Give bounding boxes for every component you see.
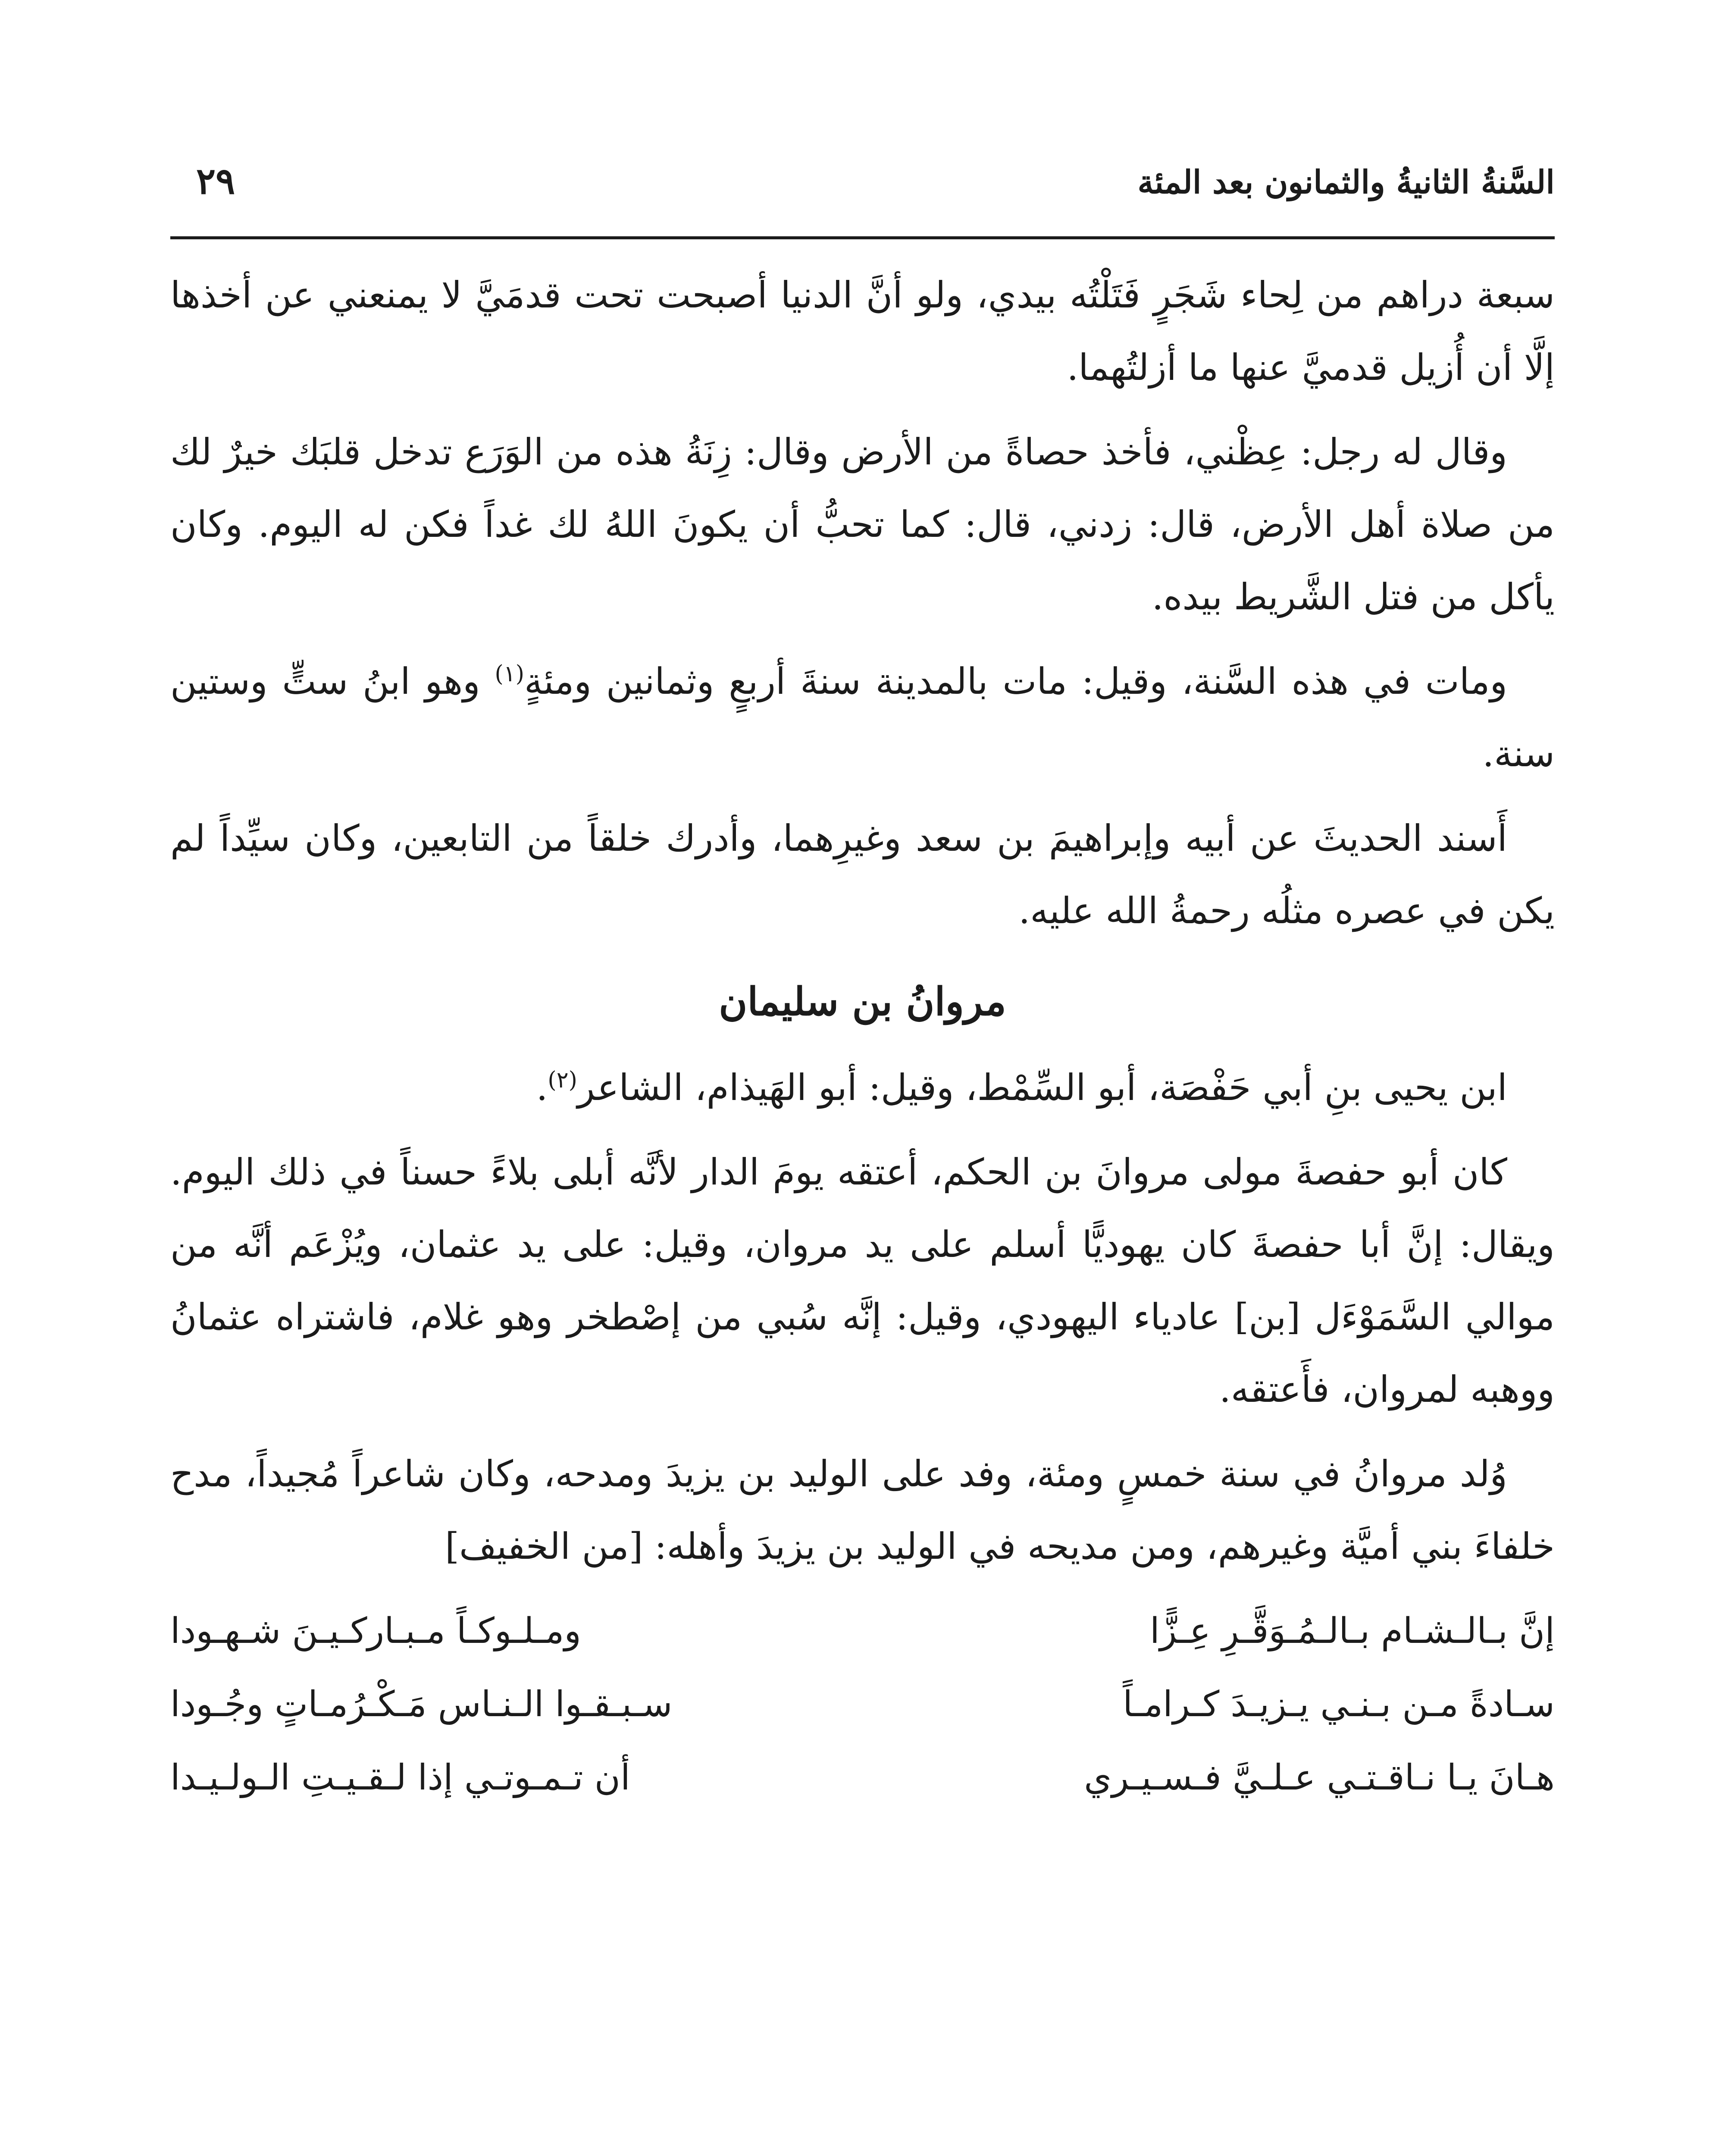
paragraph-7: وُلد مروانُ في سنة خمسٍ ومئة، وفد على الوليد بن يزيدَ ومدحه، وكان شاعراً مُجيداً، مدح خلفاءَ بني أميَّة وغيرهم، ومن مديحه في الوليد بن يزيدَ وأهله: [من الخفيف]: [170, 1453, 1555, 1567]
poem-hemistich-first: سـادةً مـن بـنـي يـزيـدَ كـرامـاً: [1123, 1684, 1555, 1725]
section-heading: مروانُ بن سليمان: [719, 979, 1006, 1025]
paragraph-4: أَسند الحديثَ عن أبيه وإبراهيمَ بن سعد وغيرِهما، وأدرك خلقاً من التابعين، وكان سيِّداً لم يكن في عصره مثلُه رحمةُ الله عليه.: [170, 817, 1555, 932]
paragraph-5-text: ابن يحيى بنِ أبي حَفْصَة، أبو السِّمْط، وقيل: أبو الهَيذام، الشاعر: [577, 1066, 1507, 1109]
poem-hemistich-second: ومـلـوكـاً مـبـاركـيـنَ شـهـودا: [170, 1611, 582, 1651]
poem: [170, 1595, 1555, 1814]
paragraph-3-text: ومات في هذه السَّنة، وقيل: مات بالمدينة سنةَ أربعٍ وثمانين ومئةٍ: [524, 660, 1508, 702]
paragraph-3-text-end: وهو ابنُ ستٍّ وستين سنة.: [170, 660, 1555, 775]
paragraph-5: [170, 1051, 1555, 1124]
poem-hemistich-first: هـانَ يـا نـاقـتـي عـلـيَّ فـسـيـري: [1084, 1757, 1555, 1798]
poem-hemistich-first: إنَّ بـالـشـام بـالـمُـوَقَّـرِ عِـزًّا: [1149, 1611, 1555, 1651]
poem-line: [170, 1741, 1555, 1814]
running-title: السَّنةُ الثانيةُ والثمانون بعد المئة: [1137, 164, 1555, 201]
page-header: [170, 147, 1555, 220]
poem-line: [170, 1668, 1555, 1741]
paragraph-5-text-end: .: [536, 1066, 548, 1109]
footnote-ref-1: (١): [495, 661, 524, 687]
header-rule: [170, 236, 1555, 239]
paragraph-2: وقال له رجل: عِظْني، فأخذ حصاةً من الأرض وقال: زِنَةُ هذه من الوَرَع تدخل قلبَك خيرٌ لك من صلاة أهل الأرض، قال: زدني، قال: كما تحبُّ أن يكونَ اللهُ لك غداً فكن له اليوم. وكان يأكل من فتل الشَّريط بيده.: [170, 431, 1555, 618]
paragraph-3: [170, 645, 1555, 790]
poem-hemistich-second: أن تـمـوتـي إذا لـقـيـتِ الـولـيـدا: [170, 1757, 630, 1798]
paragraph-1: سبعة دراهم من لِحاء شَجَرٍ فَتَلْتُه بيدي، ولو أنَّ الدنيا أصبحت تحت قدمَيَّ لا يمنعني عن أخذها إلَّا أن أُزيل قدميَّ عنها ما أزلتُهما.: [170, 274, 1555, 389]
poem-hemistich-second: سـبـقـوا الـنـاس مَـكْـرُمـاتٍ وجُـودا: [170, 1684, 673, 1725]
poem-line: [170, 1595, 1555, 1668]
footnote-ref-2: (٢): [548, 1067, 577, 1093]
paragraph-6: كان أبو حفصةَ مولى مروانَ بن الحكم، أعتقه يومَ الدار لأنَّه أبلى بلاءً حسناً في ذلك اليوم. ويقال: إنَّ أبا حفصةَ كان يهوديًّا أسلم على يد مروان، وقيل: على يد عثمان، ويُزْعَم أنَّه من موالي السَّمَوْءَل [بن] عادياء اليهودي، وقيل: إنَّه سُبي من إصْطخر وهو غلام، فاشتراه عثمانُ ووهبه لمروان، فأَعتقه.: [170, 1151, 1555, 1410]
page-number: ٢٩: [196, 160, 235, 202]
page-body: [170, 259, 1555, 1814]
